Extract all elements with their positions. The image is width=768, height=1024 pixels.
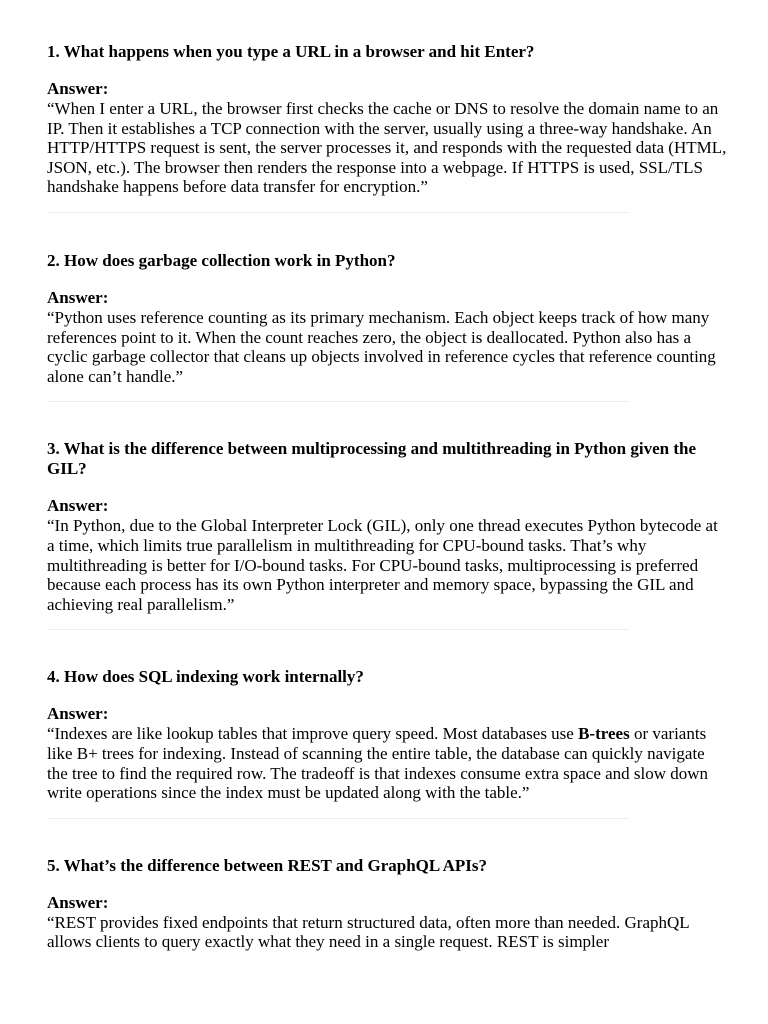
section-divider (47, 212, 629, 213)
answer-text: “REST provides fixed endpoints that return structured data, often more than needed. GraphQL allows clients to query exactly what they need in a single request. REST is simpler (47, 912, 690, 952)
qa-item (47, 439, 728, 630)
answer-label: Answer: (47, 704, 109, 724)
question-heading: 3. What is the difference between multiprocessing and multithreading in Python given the GIL? (47, 439, 697, 479)
answer-text-before: “Indexes are like lookup tables that improve query speed. Most databases use (47, 724, 579, 744)
question-heading: 2. How does garbage collection work in Python? (47, 250, 396, 270)
answer-text: “In Python, due to the Global Interpreter Lock (GIL), only one thread executes Python bytecode at a time, which limits true parallelism in multithreading for CPU-bound tasks. That’s why multithreading is better for I/O-bound tasks. For CPU-bound tasks, multiprocessing is preferred because each process has its own Python interpreter and memory space, bypassing the GIL and achieving real parallelism.” (47, 516, 718, 614)
answer-label: Answer: (47, 79, 109, 98)
answer-text-after: or variants like B+ trees for indexing. Instead of scanning the entire table, the database can quickly navigate the tree to find the required row. The tradeoff is that indexes consume extra space and slow down write operations since the index must be updated along with the table.” (47, 724, 709, 803)
question-heading: 5. What’s the difference between REST and GraphQL APIs? (47, 855, 487, 875)
question-heading: 1. What happens when you type a URL in a browser and hit Enter? (47, 42, 535, 61)
qa-item (47, 856, 728, 952)
answer-text: “When I enter a URL, the browser first checks the cache or DNS to resolve the domain name to an IP. Then it establishes a TCP connection with the server, usually using a three-way handshake. An HTTP/HTTPS request is sent, the server processes it, and responds with the requested data (HTML, JSON, etc.). The browser then renders the response into a webpage. If HTTPS is used, SSL/TLS handshake happens before data transfer for encryption.” (47, 99, 727, 197)
answer-label: Answer: (47, 496, 109, 516)
answer-text: “Python uses reference counting as its primary mechanism. Each object keeps track of how many references point to it. When the count reaches zero, the object is deallocated. Python also has a cyclic garbage collector that cleans up objects involved in reference cycles that reference counting alone can’t handle.” (47, 307, 716, 386)
section-divider (47, 629, 629, 630)
answer-label: Answer: (47, 892, 109, 912)
qa-item (47, 251, 728, 402)
section-divider (47, 818, 629, 819)
section-divider (47, 401, 629, 402)
question-heading: 4. How does SQL indexing work internally? (47, 667, 364, 687)
answer-label: Answer: (47, 287, 109, 307)
qa-item (47, 667, 728, 818)
answer-text-bold-term: B-trees (578, 724, 630, 744)
answer-text (47, 724, 728, 802)
qa-item (47, 42, 728, 213)
